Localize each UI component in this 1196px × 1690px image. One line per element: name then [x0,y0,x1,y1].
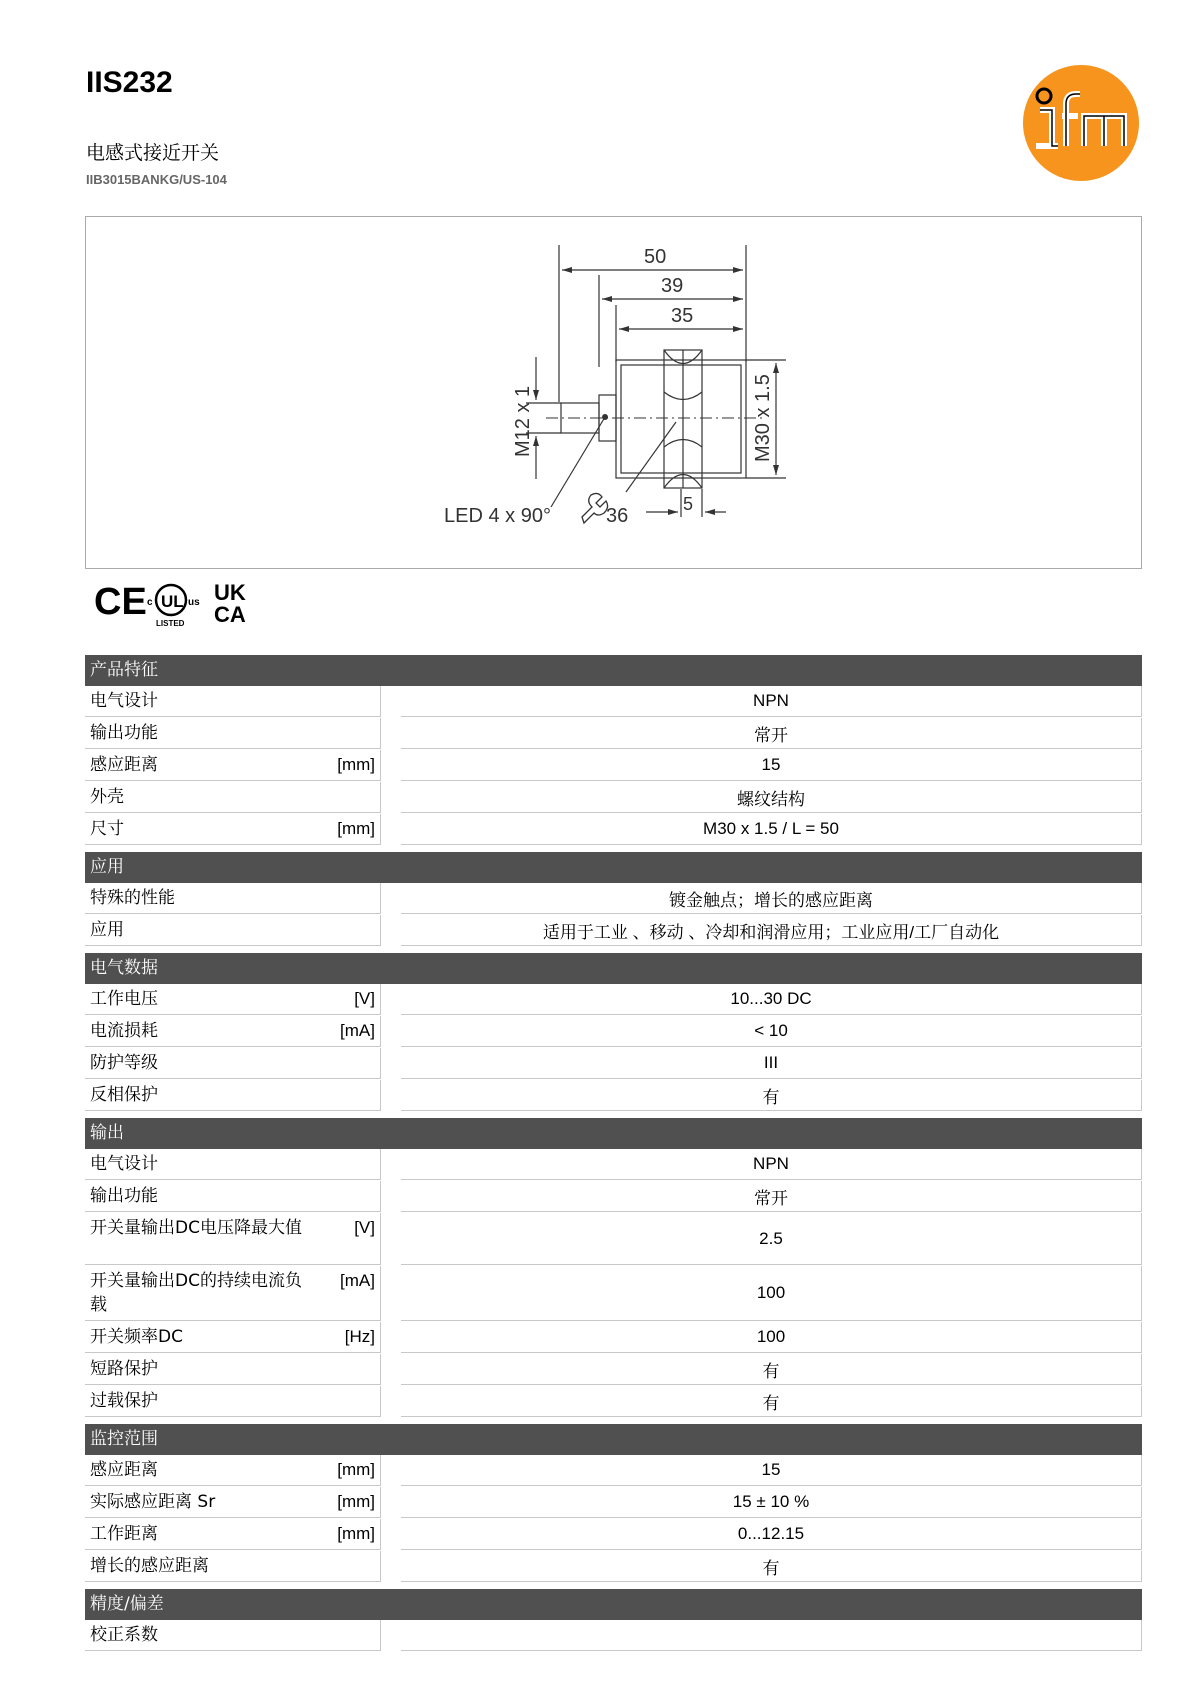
spec-row [85,984,1142,1016]
svg-text:UL: UL [161,592,184,611]
section-header: 精度/偏差 [85,1589,1142,1620]
spec-label-cell [85,718,381,749]
spec-row [85,915,1142,947]
spec-label: 开关量输出DC电压降最大值 [90,1218,302,1238]
spec-row [85,718,1142,750]
spec-label: 外壳 [90,787,124,807]
spec-row [85,782,1142,814]
spec-label: 过载保护 [90,1391,158,1411]
spec-row [85,1551,1142,1583]
spec-value: 常开 [401,1181,1142,1212]
spec-value: M30 x 1.5 / L = 50 [401,814,1142,845]
spec-label: 感应距离 [90,1460,158,1480]
spec-label: 工作电压 [90,989,158,1009]
spec-label-cell [85,686,381,717]
spec-value: < 10 [401,1016,1142,1047]
product-title: IIS232 [86,66,173,99]
spec-label: 输出功能 [90,723,158,743]
spec-label-cell [85,1322,381,1353]
section-header: 电气数据 [85,953,1142,984]
spec-row [85,1487,1142,1519]
ifm-logo [1022,64,1140,182]
spec-row [85,814,1142,846]
spec-label: 尺寸 [90,819,124,839]
spec-label: 开关频率DC [90,1327,183,1347]
specification-table [85,655,1142,1645]
spec-value: 有 [401,1080,1142,1111]
spec-label-cell [85,1620,381,1651]
spec-label-cell [85,750,381,781]
spec-value: 10...30 DC [401,984,1142,1015]
spec-value: 螺纹结构 [401,782,1142,813]
spec-value: III [401,1048,1142,1079]
spec-row [85,1322,1142,1354]
spec-label-cell [85,1455,381,1486]
spec-value: 镀金触点；增长的感应距离 [401,883,1142,914]
spec-label-cell [85,1266,381,1321]
spec-unit: [mA] [340,1271,375,1290]
dim-5-label: 5 [683,494,694,514]
spec-label: 应用 [90,920,124,940]
spec-row [85,1181,1142,1213]
spec-label: 输出功能 [90,1186,158,1206]
spec-value: 2.5 [401,1213,1142,1265]
spec-row [85,1455,1142,1487]
spec-row [85,1048,1142,1080]
thread-right-label: M30 x 1.5 [752,374,774,462]
spec-label-cell [85,1016,381,1047]
spec-row [85,1080,1142,1112]
svg-text:c: c [147,597,153,608]
spec-row [85,1519,1142,1551]
spec-unit: [mm] [337,819,375,838]
spec-row [85,1620,1142,1652]
spec-label-cell [85,1354,381,1385]
spec-value: NPN [401,686,1142,717]
spec-label: 工作距离 [90,1524,158,1544]
dimension-svg [86,217,1143,570]
spec-label-cell [85,915,381,946]
spec-label: 短路保护 [90,1359,158,1379]
spec-label-cell [85,883,381,914]
spec-label: 电气设计 [90,691,158,711]
spec-label: 特殊的性能 [90,888,175,908]
spec-unit: [mm] [337,1460,375,1479]
spec-row [85,1016,1142,1048]
spec-label: 开关量输出DC的持续电流负载 [90,1271,302,1315]
spec-value: 0...12.15 [401,1519,1142,1550]
spec-label: 电流损耗 [90,1021,158,1041]
spec-label-cell [85,1048,381,1079]
spec-label-cell [85,782,381,813]
spec-label-cell [85,814,381,845]
spec-value: 有 [401,1354,1142,1385]
spec-row [85,1266,1142,1322]
spec-row [85,1354,1142,1386]
spec-value: 15 ± 10 % [401,1487,1142,1518]
svg-text:us: us [188,597,200,608]
spec-unit: [Hz] [344,1327,375,1346]
spec-label-cell [85,1181,381,1212]
spec-label-cell [85,1213,381,1265]
spec-label: 防护等级 [90,1053,158,1073]
spec-label: 感应距离 [90,755,158,775]
spec-label: 校正系数 [90,1625,158,1645]
spec-row [85,1149,1142,1181]
wrench-icon [582,493,608,523]
dim-39-label: 39 [661,275,684,297]
section-header: 输出 [85,1118,1142,1149]
spec-row [85,686,1142,718]
spec-label: 反相保护 [90,1085,158,1105]
spec-label-cell [85,984,381,1015]
spec-row [85,1386,1142,1418]
spec-label: 实际感应距离 Sr [90,1492,216,1512]
spec-unit: [V] [354,1218,375,1237]
spec-value: NPN [401,1149,1142,1180]
spec-label-cell [85,1519,381,1550]
spec-row [85,883,1142,915]
spec-row [85,750,1142,782]
spec-label: 电气设计 [90,1154,158,1174]
spec-unit: [mA] [340,1021,375,1040]
section-header: 应用 [85,852,1142,883]
section-header: 产品特征 [85,655,1142,686]
spec-label: 增长的感应距离 [90,1556,209,1576]
spec-value: 常开 [401,718,1142,749]
certification-marks [92,578,272,628]
dim-50-label: 50 [644,246,667,268]
spec-unit: [mm] [337,755,375,774]
spec-label-cell [85,1386,381,1417]
ce-mark-icon: CE [94,581,147,623]
thread-left-label: M12 x 1 [512,385,534,457]
spec-value: 有 [401,1386,1142,1417]
spec-value: 适用于工业 、移动 、冷却和润滑应用；工业应用/工厂自动化 [401,915,1142,946]
svg-text:CA: CA [214,602,246,627]
spec-unit: [mm] [337,1524,375,1543]
spec-value: 15 [401,750,1142,781]
product-subtitle: 电感式接近开关 [86,142,220,164]
product-code: IIB3015BANKG/US-104 [86,172,227,187]
led-label: LED 4 x 90° [444,505,551,527]
spec-value: 100 [401,1322,1142,1353]
spec-label-cell [85,1551,381,1582]
spec-value: 有 [401,1551,1142,1582]
spec-value: 100 [401,1266,1142,1321]
spec-label-cell [85,1149,381,1180]
svg-text:LISTED: LISTED [156,619,185,628]
section-header: 监控范围 [85,1424,1142,1455]
spec-value: 15 [401,1455,1142,1486]
spec-unit: [V] [354,989,375,1008]
spec-row [85,1213,1142,1266]
spec-label-cell [85,1487,381,1518]
spec-value [401,1620,1142,1651]
dimension-drawing [85,216,1142,569]
spec-label-cell [85,1080,381,1111]
dim-35-label: 35 [671,305,694,327]
spec-unit: [mm] [337,1492,375,1511]
wrench-size-label: 36 [606,505,629,527]
ukca-mark-icon: UK [214,580,246,605]
